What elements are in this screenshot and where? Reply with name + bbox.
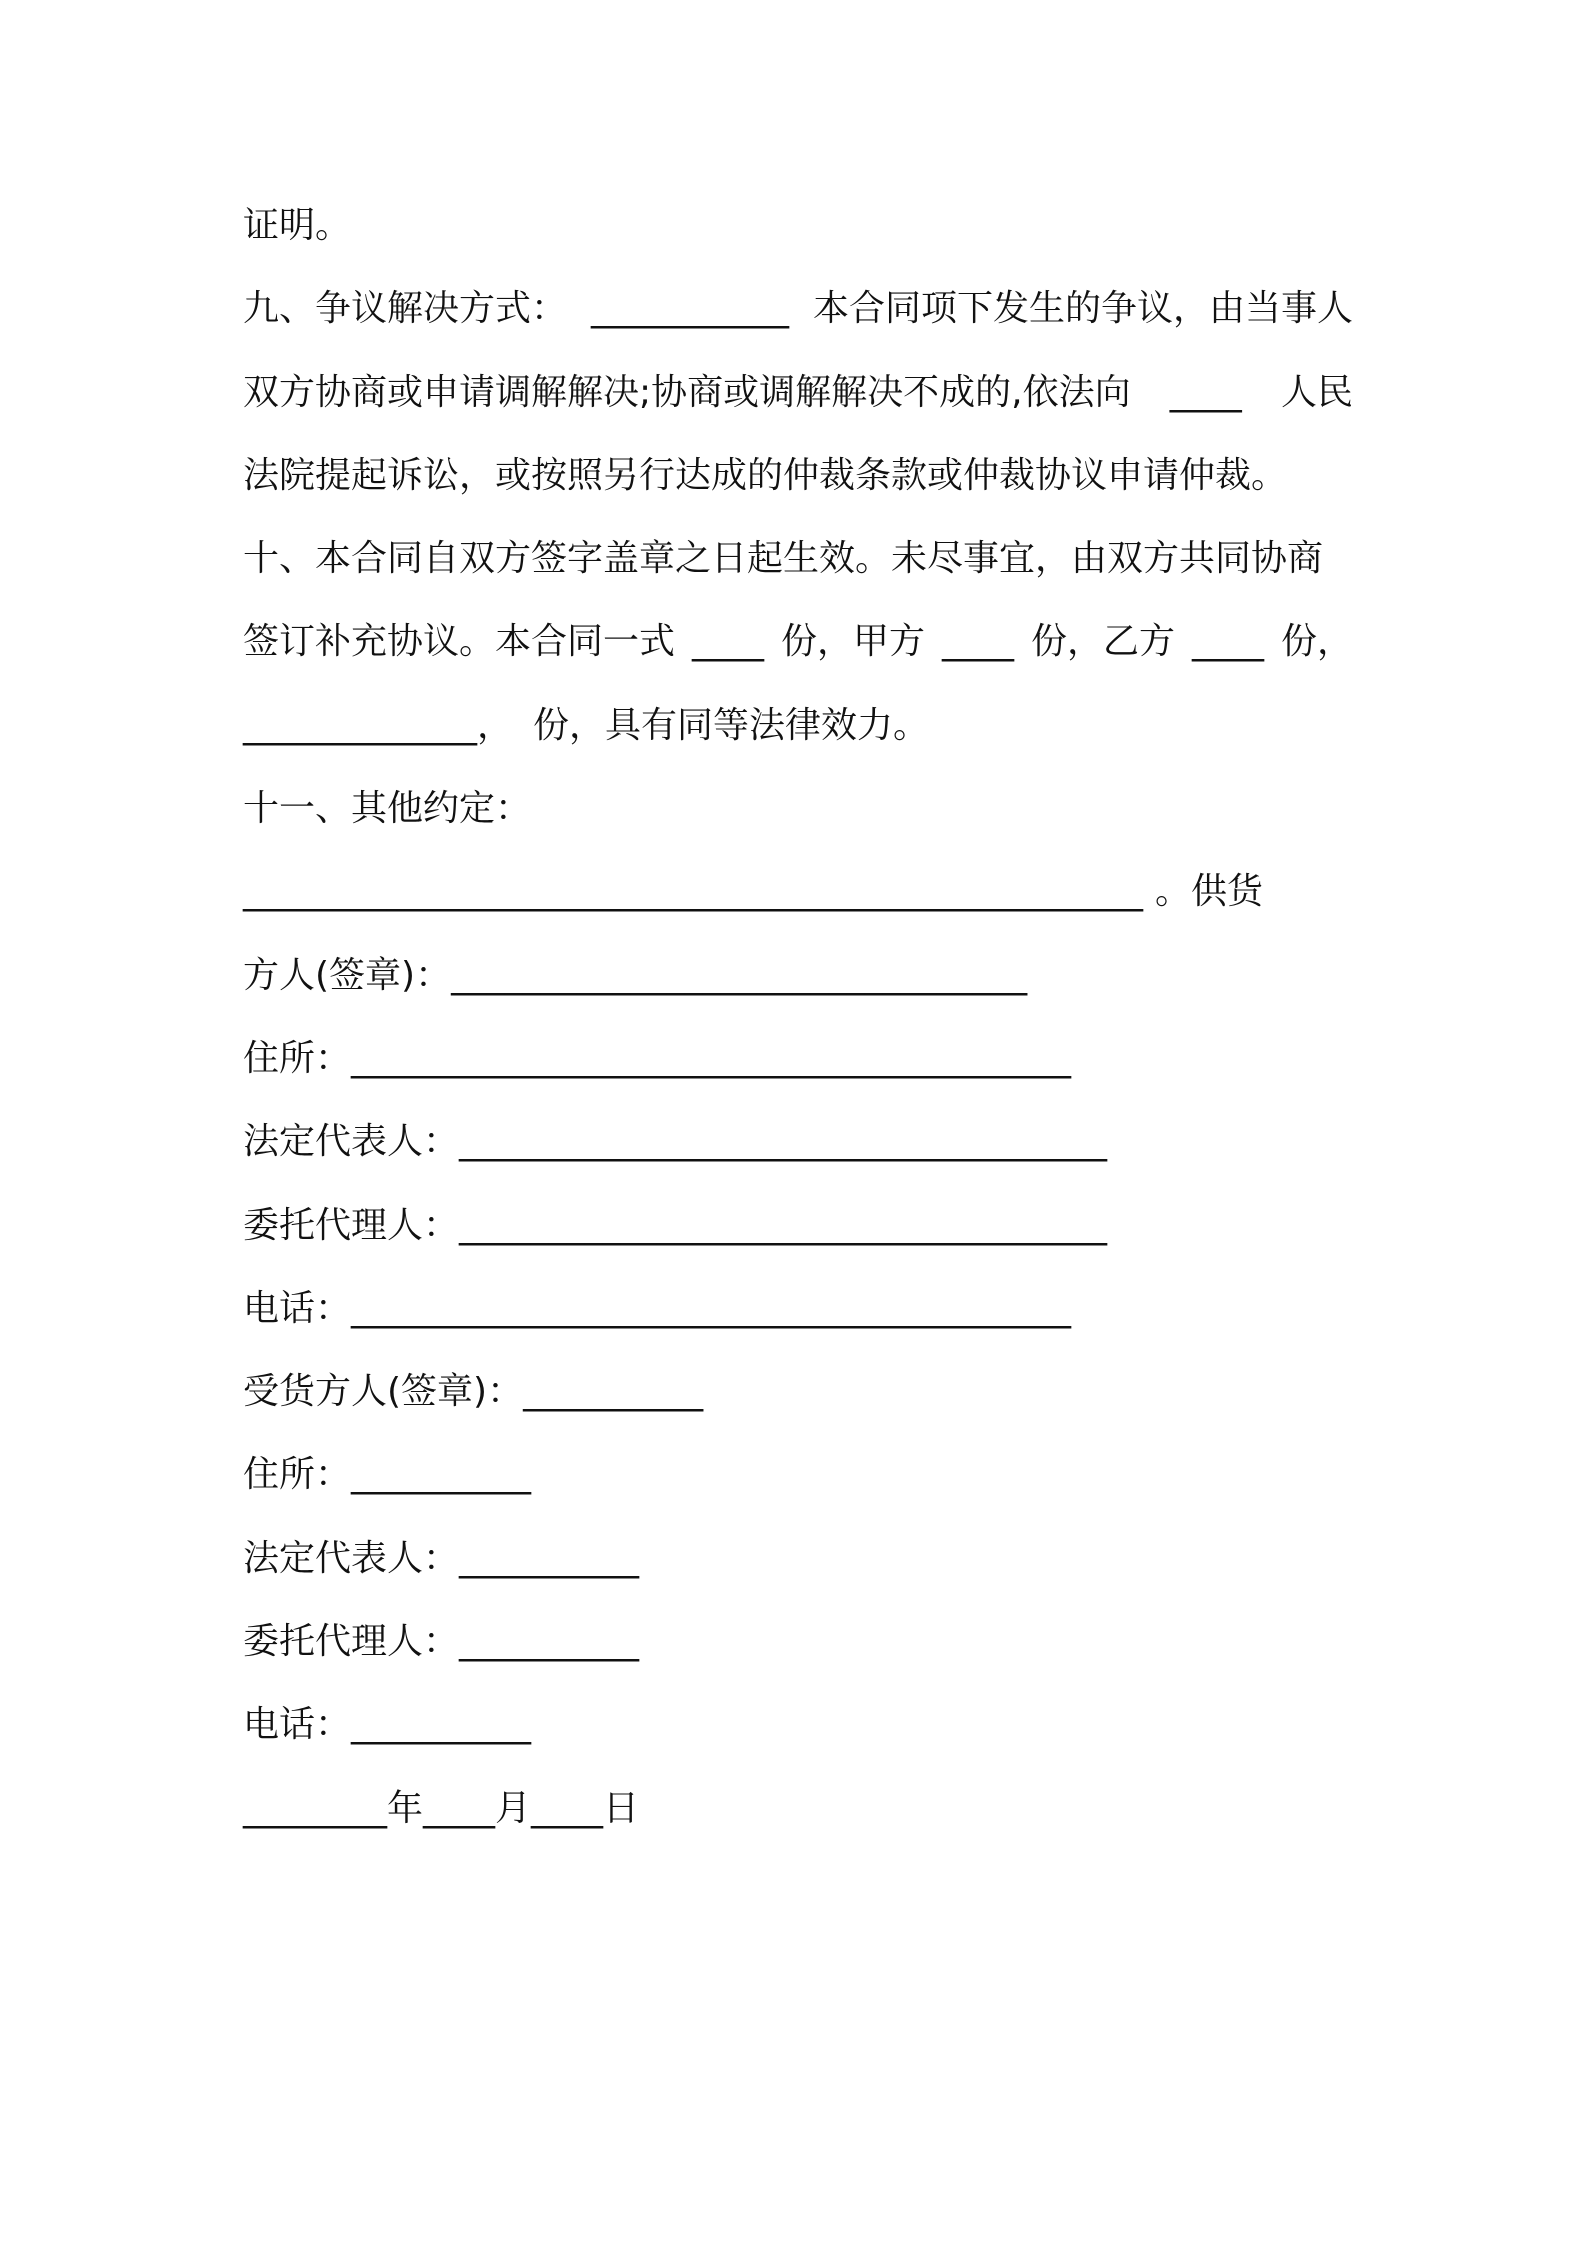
date-unit: 日 [603, 1787, 640, 1829]
line-date [243, 1783, 1353, 1866]
line-arbitration [243, 450, 1353, 533]
text-segment: 份， [1280, 621, 1353, 663]
line-supplier-phone [243, 1283, 1353, 1366]
field-label: 委托代理人： [243, 1204, 460, 1246]
field-label: 住所： [243, 1454, 352, 1496]
blank-field: ____ [692, 621, 764, 663]
blank-field: ____ [423, 1787, 496, 1829]
text-segment: 签订补充协议。本合同一式 [243, 621, 676, 663]
line-proof [243, 200, 1353, 283]
line-supplier-agent [243, 1200, 1353, 1283]
blank-field: __________ [459, 1537, 640, 1579]
line-dispute-court [243, 367, 1353, 450]
line-receiver-address [243, 1449, 1353, 1532]
line-receiver-phone [243, 1699, 1353, 1782]
line-supplier-address [243, 1033, 1353, 1116]
line-legal-effect [243, 700, 1353, 783]
field-label: 委托代理人： [243, 1621, 460, 1663]
blank-field: ________________________________________ [351, 1037, 1072, 1079]
line-supplier-legal-rep [243, 1116, 1353, 1199]
blank-field: ___________ [591, 288, 789, 330]
line-receiver-signature [243, 1366, 1353, 1449]
text-segment: 份，乙方 [1030, 621, 1175, 663]
field-label: 方人(签章)： [243, 954, 452, 996]
date-unit: 月 [495, 1787, 532, 1829]
blank-field: __________ [351, 1704, 532, 1746]
text-segment: 双方协商或申请调解解决;协商或调解解决不成的,依法向 [243, 371, 1131, 413]
blank-field: ________________________________________ [351, 1287, 1072, 1329]
line-other-terms-blank [243, 866, 1353, 949]
clause-heading: 九、争议解决方式： [243, 288, 568, 330]
line-supplier-signature [243, 950, 1353, 1033]
text-segment: 十、本合同自双方签字盖章之日起生效。未尽事宜，由双方共同协商 [243, 538, 1324, 580]
date-unit: 年 [387, 1787, 424, 1829]
blank-field: ____ [531, 1787, 604, 1829]
text-segment: 份，甲方 [780, 621, 925, 663]
line-effective-clause [243, 533, 1353, 616]
field-label: 受货方人(签章)： [243, 1371, 524, 1413]
line-other-terms-heading [243, 783, 1353, 866]
blank-field: ________________________________ [451, 954, 1028, 996]
clause-heading: 十一、其他约定： [243, 788, 532, 830]
blank-field: __________ [351, 1454, 532, 1496]
field-label: 法定代表人： [243, 1121, 460, 1163]
text-segment: 本合同项下发生的争议，由当事人 [812, 288, 1353, 330]
blank-field: ________ [243, 1787, 387, 1829]
blank-field: __________ [459, 1621, 640, 1663]
field-label: 电话： [243, 1287, 352, 1329]
blank-field: ____________________________________ [459, 1121, 1108, 1163]
line-receiver-legal-rep [243, 1533, 1353, 1616]
document-body [243, 200, 1353, 1866]
field-label: 法定代表人： [243, 1537, 460, 1579]
field-label: 住所： [243, 1037, 352, 1079]
text-segment: ， [477, 704, 514, 746]
blank-field: ____ [1191, 621, 1264, 663]
text-segment: 证明。 [243, 205, 352, 246]
blank-field: __________ [523, 1371, 704, 1413]
line-copies [243, 616, 1353, 699]
blank-field: ____ [941, 621, 1014, 663]
line-receiver-agent [243, 1616, 1353, 1699]
blank-field: __________________________________________________ [243, 871, 1143, 913]
field-label: 电话： [243, 1704, 352, 1746]
text-segment: 人民 [1280, 371, 1353, 413]
line-dispute-clause [243, 283, 1353, 366]
blank-field: ____ [1169, 371, 1242, 413]
text-segment: 。供货 [1155, 871, 1264, 913]
text-segment: 份，具有同等法律效力。 [533, 704, 930, 746]
blank-field: _____________ [243, 704, 477, 746]
text-segment: 法院提起诉讼，或按照另行达成的仲裁条款或仲裁协议申请仲裁。 [243, 454, 1288, 496]
blank-field: ____________________________________ [459, 1204, 1108, 1246]
